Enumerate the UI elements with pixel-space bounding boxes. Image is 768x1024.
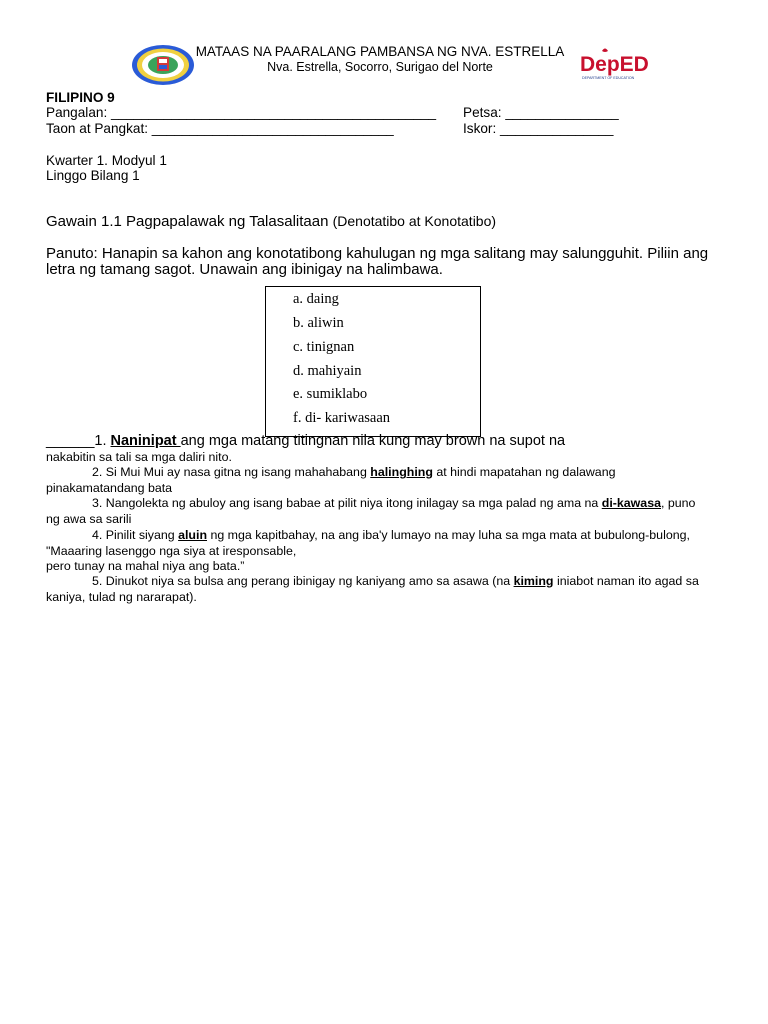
item-3: 3. Nangolekta ng abuloy ang isang babae at pilit niya itong inilagay sa mga palad ng ama na di-kawasa, puno ng awa sa sarili [46, 496, 696, 526]
item-5: 5. Dinukot niya sa bulsa ang perang ibinigay ng kaniyang amo sa asawa (na kiming iniabot naman ito agad sa kaniya, tulad ng nararapat). [46, 574, 699, 604]
choice-f: f. di- kariwasaan [293, 410, 391, 426]
underlined-word: kiming [513, 574, 554, 588]
choice-a: a. daing [293, 291, 339, 307]
svg-text:DepED: DepED [580, 53, 649, 76]
school-name: MATAAS NA PAARALANG PAMBANSA NG NVA. ESTRELLA [195, 44, 565, 59]
subject-title: FILIPINO 9 [46, 90, 115, 105]
quarter-module: Kwarter 1. Modyul 1 [46, 153, 167, 168]
item-1: ______1. Naninipat ang mga matang titingnan nila kung may brown na supot na nakabitin sa tali sa mga daliri nito. [46, 433, 566, 464]
deped-logo [578, 46, 658, 82]
date-field: Petsa: _______________ [463, 105, 619, 120]
item-4: 4. Pinilit siyang aluin ng mga kapitbahay, na ang iba'y lumayo na may luha sa mga mata at bubulong-bulong, "Maaaring lasenggo nga siya at iresponsable, pero tunay na mahal niya ang bata.” [46, 528, 690, 573]
section-field: Taon at Pangkat: ________________________________ [46, 121, 394, 136]
activity-title: Gawain 1.1 Pagpapalawak ng Talasalitaan (Denotatibo at Konotatibo) [46, 213, 497, 230]
underlined-word: aluin [178, 528, 208, 542]
underlined-word: halinghing [370, 465, 433, 479]
score-field: Iskor: _______________ [463, 121, 614, 136]
instruction-line-1: Panuto: Hanapin sa kahon ang konotatibong kahulugan ng mga salitang may salungguhit. Piliin ang [46, 245, 709, 262]
choice-c: c. tinignan [293, 339, 355, 355]
item-2: 2. Si Mui Mui ay nasa gitna ng isang mahahabang halinghing at hindi mapatahan ng dalawang pinakamatandang bata [46, 465, 616, 495]
name-field: Pangalan: ___________________________________________ [46, 105, 437, 120]
underlined-word: Naninipat [110, 433, 181, 449]
school-address: Nva. Estrella, Socorro, Surigao del Norte [267, 60, 493, 74]
underlined-word: di-kawasa [601, 496, 661, 510]
answer-blank[interactable]: ______1. [46, 433, 111, 449]
week-number: Linggo Bilang 1 [46, 168, 140, 183]
choice-b: b. aliwin [293, 315, 344, 331]
choices-box [265, 286, 481, 437]
instruction-line-2: letra ng tamang sagot. Unawain ang ibinigay na halimbawa. [46, 261, 443, 278]
svg-text:DEPARTMENT OF EDUCATION: DEPARTMENT OF EDUCATION [582, 76, 635, 80]
choice-d: d. mahiyain [293, 363, 362, 379]
choice-e: e. sumiklabo [293, 386, 368, 402]
